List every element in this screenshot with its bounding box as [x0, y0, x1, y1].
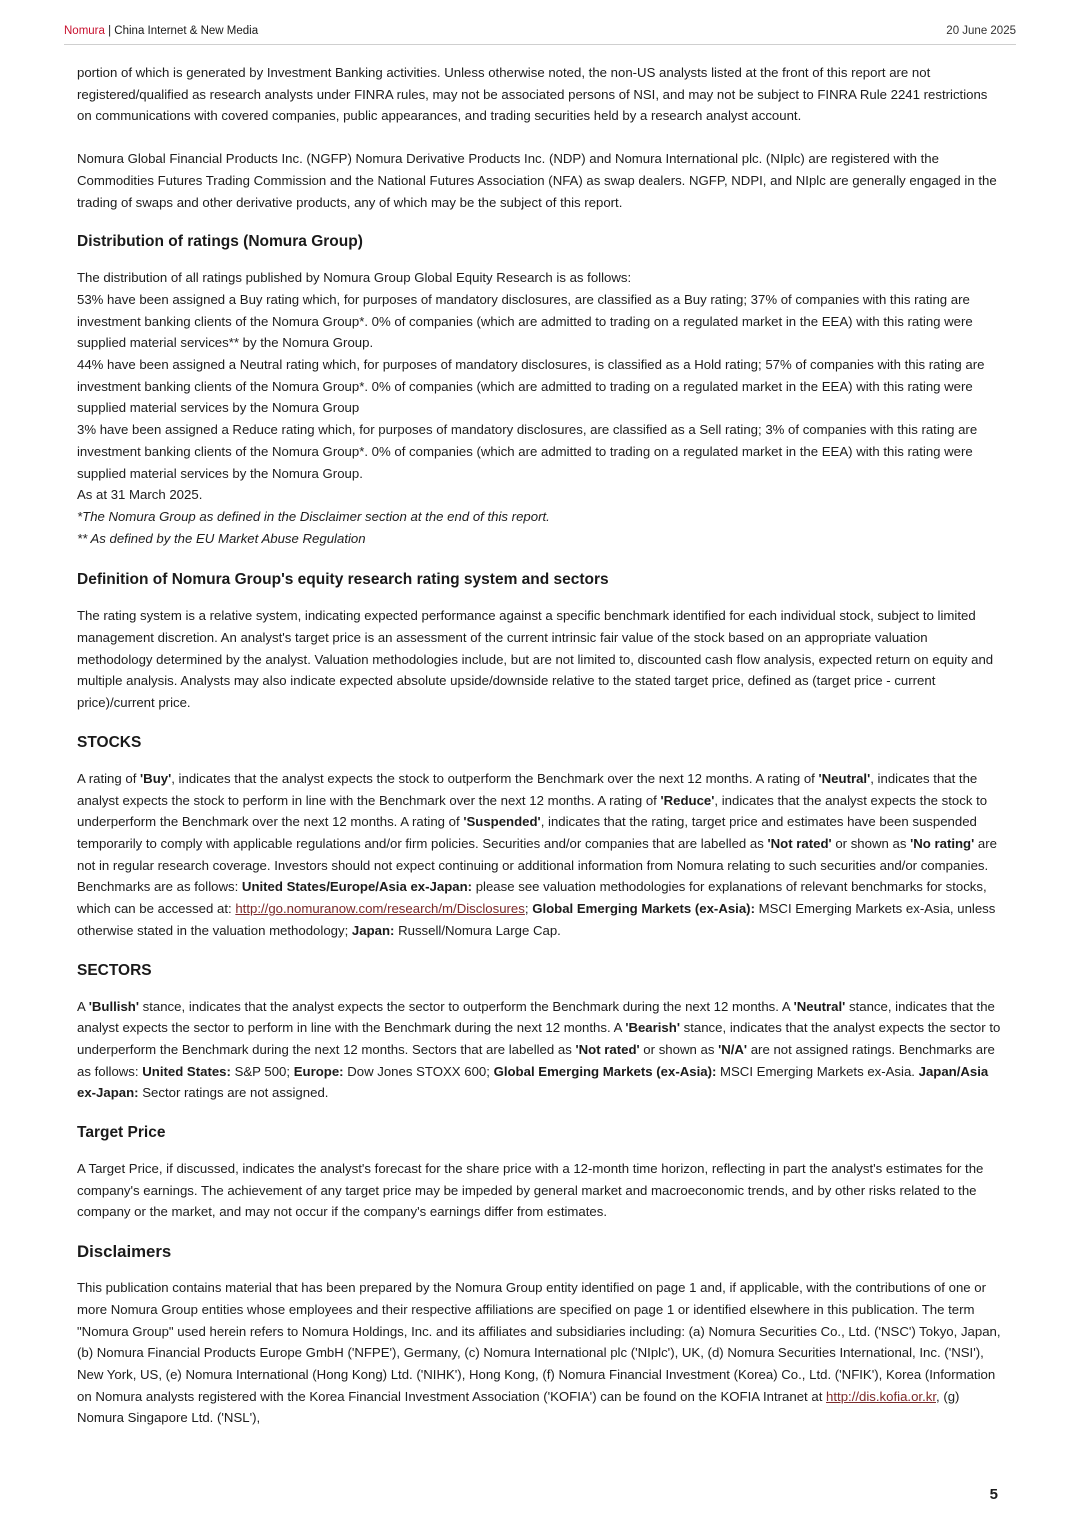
- stance-bullish: 'Bullish': [88, 998, 139, 1014]
- rating-reduce: 'Reduce': [660, 792, 715, 808]
- sectors-text: stance, indicates that the analyst expects the sector to underperform the Benchmark during the next 12 months. Sectors that are labelled as: [77, 1020, 1001, 1057]
- stocks-text: , indicates that the rating, target price and estimates have been suspended temporarily to comply with applicable regulations and/or firm policies. Securities and/or companies that are labelled as: [77, 814, 977, 851]
- stocks-text: are not in regular research coverage. Investors should not expect continuing or additional information from Nomura relating to such securities and/or companies. Benchmarks are as follows:: [77, 835, 997, 895]
- intro-paragraph-1: portion of which is generated by Investment Banking activities. Unless otherwise noted, the non-US analysts listed at the front of this report are not registered/qualified as research analysts under FINRA rules, may not be associated persons of NSI, and may not be subject to FINRA Rule 2241 restrictions on communications with covered companies, public appearances, and trading securities held by a research analyst account.: [77, 65, 988, 124]
- stocks-text: , indicates that the analyst expects the stock to outperform the Benchmark over the next 12 months. A rating of: [171, 770, 819, 786]
- stance-bearish: 'Bearish': [625, 1020, 680, 1036]
- sectors-heading: SECTORS: [77, 961, 152, 979]
- rating-neutral: 'Neutral': [818, 770, 871, 786]
- disclaimers-text: This publication contains material that has been prepared by the Nomura Group entity identified on page 1 and, if applicable, with the contributions of one or more Nomura Group entities whose employees and their respective affiliations are specified on page 1 or identified elsewhere in this publication. The term "Nomura Group" used herein refers to Nomura Holdings, Inc. and its affiliates and subsidiaries including: (a) Nomura Securities Co., Ltd. ('NSC') Tokyo, Japan, (b) Nomura Financial Products Europe GmbH ('NFPE'), Germany, (c) Nomura International plc ('NIplc'), UK, (d) Nomura Securities International, Inc. ('NSI'), New York, US, (e) Nomura International (Hong Kong) Ltd. ('NIHK'), Hong Kong, (f) Nomura Financial Investment (Korea) Co., Ltd. ('NFIK'), Korea (Information on Nomura analysts registered with the Korea Financial Investment Association ('KOFIA') can be found on the KOFIA Intranet at: [77, 1280, 1001, 1404]
- sectors-text: are not assigned ratings. Benchmarks are as follows:: [77, 1041, 995, 1079]
- page-content: [77, 62, 1005, 1429]
- benchmark-gem: Global Emerging Markets (ex-Asia):: [532, 901, 755, 917]
- sectors-text: stance, indicates that the analyst expects the sector to perform in line with the Benchmark during the next 12 months. A: [77, 998, 995, 1036]
- stocks-text: please see valuation methodologies for explanations of relevant benchmarks for stocks, which can be accessed at:: [77, 879, 987, 917]
- brand-name: Nomura: [64, 25, 105, 37]
- benchmark-japan: Japan:: [351, 922, 395, 938]
- target-price-paragraph: A Target Price, if discussed, indicates the analyst's forecast for the share price with a 12-month time horizon, reflecting in part the analyst's estimates for the company's earnings. The achievement of any target price may be impeded by general market and macroeconomic trends, and by other risks related to the company or the market, and may not occur if the company's earnings differ from estimates.: [77, 1161, 984, 1220]
- header-date: 20 June 2025: [946, 25, 1016, 37]
- sectors-text: or shown as: [639, 1041, 719, 1057]
- stance-na: 'N/A': [718, 1041, 748, 1057]
- benchmark-gem: Global Emerging Markets (ex-Asia):: [493, 1063, 717, 1079]
- definition-paragraph: The rating system is a relative system, indicating expected performance against a specific benchmark identified for each individual stock, subject to limited management discretion. An analyst's target price is an assessment of the current intrinsic fair value of the stock based on an appropriate valuation methodology determined by the analyst. Valuation methodologies include, but are not limited to, discounted cash flow analysis, expected return on equity and multiple analysis. Analysts may also indicate expected absolute upside/downside relative to the stated target price, defined as (target price - current price)/current price.: [77, 608, 994, 711]
- sectors-text: Sector ratings are not assigned.: [138, 1085, 329, 1101]
- distribution-neutral: 44% have been assigned a Neutral rating which, for purposes of mandatory disclosures, is classified as a Hold rating; 57% of companies with this rating are investment banking clients of the Nomura Group*. 0% of companies (which are admitted to trading on a regulated market in the EEA) with this rating were supplied material services by the Nomura Group: [77, 357, 985, 416]
- intro-paragraph-2: Nomura Global Financial Products Inc. (NGFP) Nomura Derivative Products Inc. (NDP) and Nomura International plc. (NIplc) are registered with the Commodities Futures Trading Commission and the National Futures Association (NFA) as swap dealers. NGFP, NDPI, and NIplc are generally engaged in the trading of swaps and other derivative products, any of which may be the subject of this report.: [77, 151, 997, 210]
- distribution-heading: Distribution of ratings (Nomura Group): [77, 233, 363, 251]
- rating-suspended: 'Suspended': [463, 814, 541, 830]
- definition-heading: Definition of Nomura Group's equity research rating system and sectors: [77, 571, 609, 589]
- benchmark-japan-asia: Japan/Asia ex-Japan:: [77, 1063, 989, 1101]
- stocks-paragraph: [77, 768, 1005, 942]
- disclaimers-paragraph: [77, 1277, 1005, 1429]
- benchmark-us-europe-asia: United States/Europe/Asia ex-Japan:: [241, 879, 473, 895]
- disclaimers-text: , (g) Nomura Singapore Ltd. ('NSL'),: [77, 1388, 960, 1426]
- page-number: 5: [989, 1486, 998, 1503]
- target-price-heading: Target Price: [77, 1124, 166, 1142]
- header-title: [64, 22, 258, 40]
- rating-no-rating: 'No rating': [910, 835, 975, 851]
- stocks-text: or shown as: [831, 835, 911, 851]
- stance-neutral: 'Neutral': [793, 998, 846, 1014]
- sectors-text: MSCI Emerging Markets ex-Asia.: [716, 1063, 919, 1079]
- benchmark-us: United States:: [142, 1063, 231, 1079]
- stocks-text: MSCI Emerging Markets ex-Asia, unless otherwise stated in the valuation methodology;: [77, 901, 996, 938]
- stocks-text: ;: [524, 901, 533, 917]
- stocks-text: Russell/Nomura Large Cap.: [394, 922, 561, 938]
- distribution-footnote-1: *The Nomura Group as defined in the Disclaimer section at the end of this report.: [77, 508, 550, 524]
- distribution-buy: 53% have been assigned a Buy rating which, for purposes of mandatory disclosures, are classified as a Buy rating; 37% of companies with this rating are investment banking clients of the Nomura Group*. 0% of companies (which are admitted to trading on a regulated market in the EEA) with this rating were supplied material services** by the Nomura Group.: [77, 291, 973, 351]
- disclosures-link[interactable]: http://go.nomuranow.com/research/m/Disclosures: [235, 901, 525, 917]
- distribution-footnote-2: ** As defined by the EU Market Abuse Regulation: [77, 530, 366, 546]
- kofia-link[interactable]: http://dis.kofia.or.kr: [826, 1388, 936, 1404]
- distribution-as-at: As at 31 March 2025.: [77, 487, 203, 503]
- sectors-text: A: [77, 998, 89, 1014]
- disclaimers-heading: Disclaimers: [77, 1242, 172, 1262]
- distribution-lead: The distribution of all ratings published by Nomura Group Global Equity Research is as follows:: [77, 270, 632, 286]
- page-header: [64, 22, 1016, 45]
- stocks-text: A rating of: [77, 770, 141, 786]
- distribution-block: [77, 267, 1005, 549]
- sectors-text: Dow Jones STOXX 600;: [343, 1063, 494, 1079]
- header-section: China Internet & New Media: [114, 25, 259, 37]
- sectors-text: stance, indicates that the analyst expects the sector to outperform the Benchmark during the next 12 months. A: [138, 998, 794, 1014]
- rating-not-rated: 'Not rated': [767, 835, 832, 851]
- stocks-text: , indicates that the analyst expects the stock to perform in line with the Benchmark over the next 12 months. A rating of: [77, 770, 978, 808]
- header-separator: |: [104, 25, 115, 37]
- stocks-text: , indicates that the analyst expects the stock to underperform the Benchmark over the next 12 months. A rating of: [77, 792, 988, 830]
- sectors-paragraph: [77, 996, 1005, 1105]
- distribution-reduce: 3% have been assigned a Reduce rating which, for purposes of mandatory disclosures, are classified as a Sell rating; 3% of companies with this rating are investment banking clients of the Nomura Group*. 0% of companies (which are admitted to trading on a regulated market in the EEA) with this rating were supplied material services by the Nomura Group.: [77, 422, 978, 481]
- benchmark-europe: Europe:: [293, 1063, 344, 1079]
- rating-buy: 'Buy': [140, 770, 172, 786]
- stance-not-rated: 'Not rated': [575, 1041, 640, 1057]
- stocks-heading: STOCKS: [77, 733, 142, 751]
- sectors-text: S&P 500;: [230, 1063, 294, 1079]
